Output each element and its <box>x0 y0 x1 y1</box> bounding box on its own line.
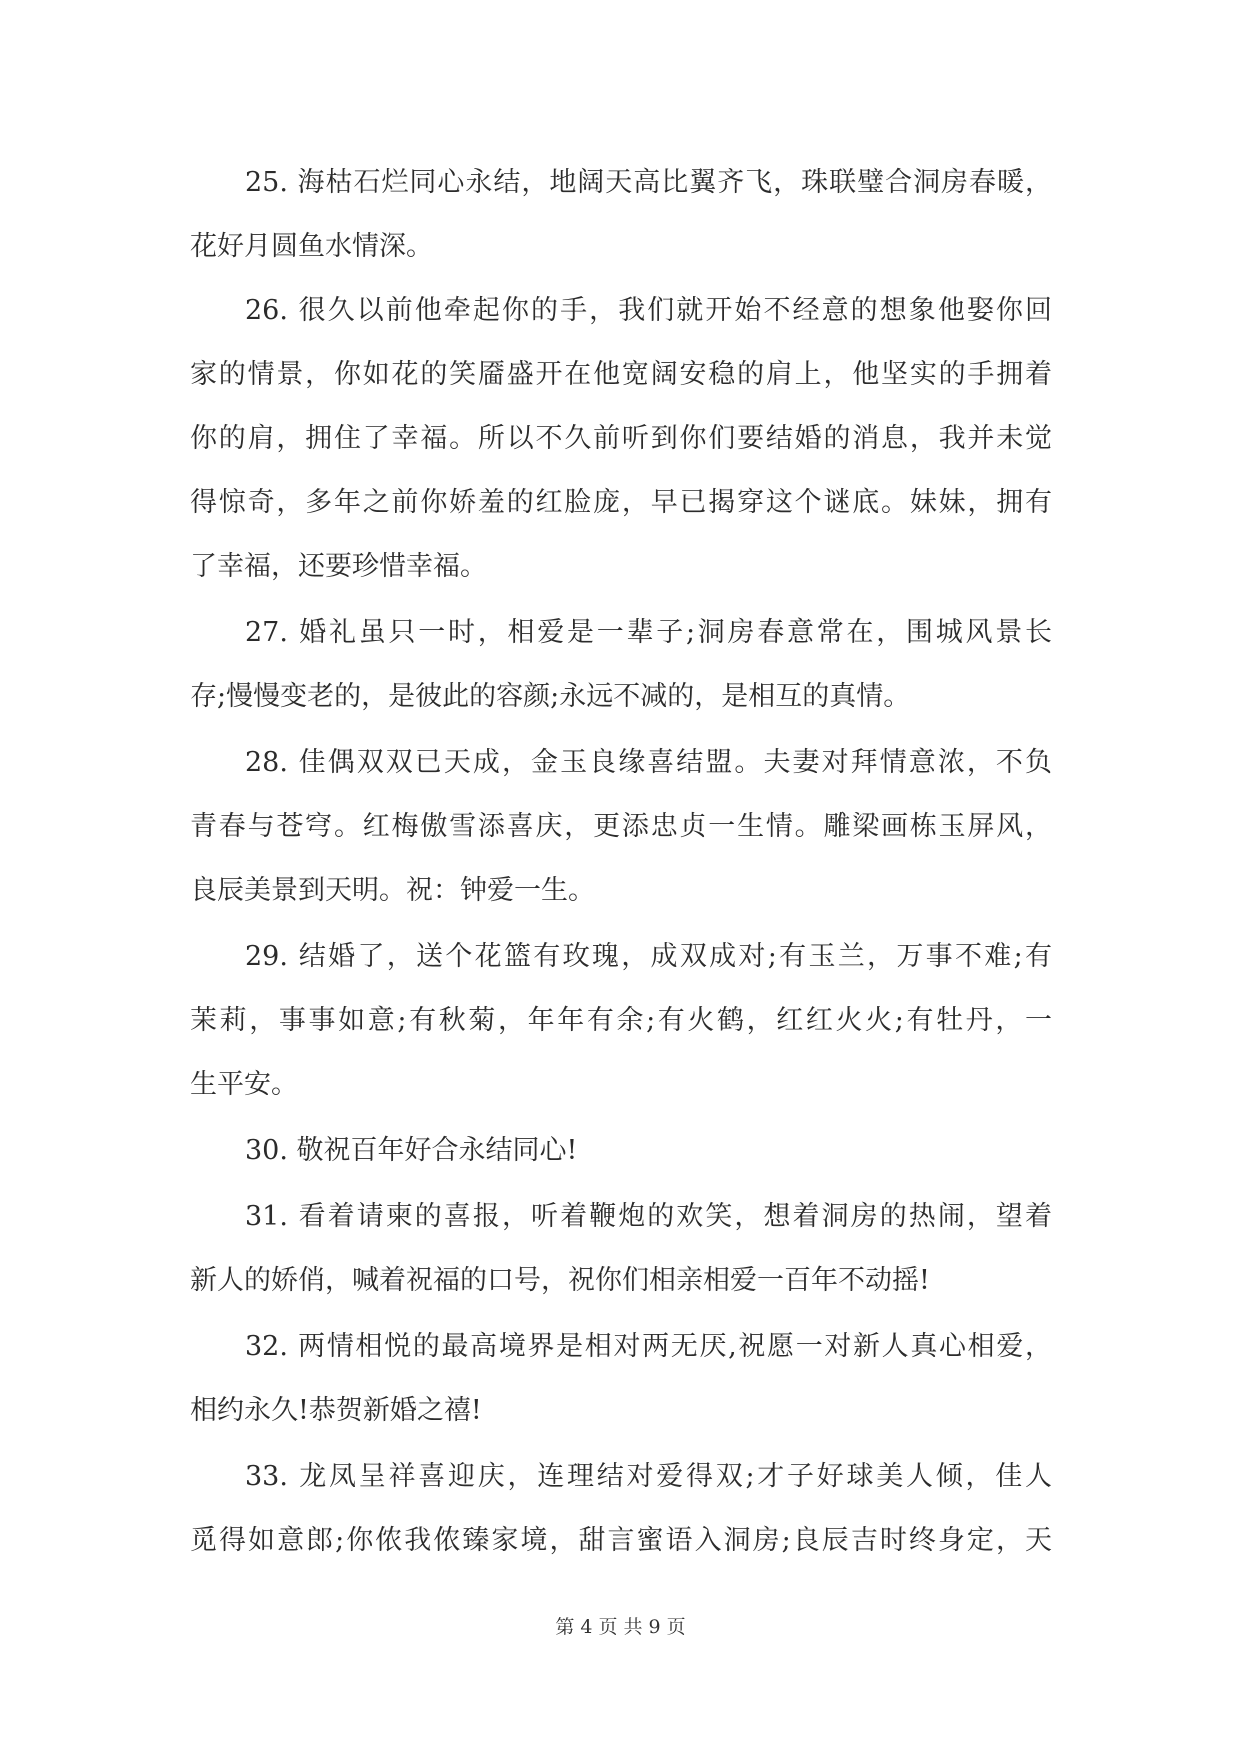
paragraph-32-line-2: 相约永久!恭贺新婚之禧! <box>190 1395 482 1426</box>
paragraph-28-line-3: 良辰美景到天明。祝：钟爱一生。 <box>190 875 595 906</box>
paragraph-28-line-2: 青春与苍穹。红梅傲雪添喜庆，更添忠贞一生情。雕梁画栋玉屏风， <box>190 811 1052 842</box>
paragraph-26-line-3: 你的肩，拥住了幸福。所以不久前听到你们要结婚的消息，我并未觉 <box>190 423 1052 454</box>
paragraph-31-line-1: 31. 看着请柬的喜报，听着鞭炮的欢笑，想着洞房的热闹，望着 <box>245 1201 1052 1232</box>
paragraph-28-line-1: 28. 佳偶双双已天成，金玉良缘喜结盟。夫妻对拜情意浓，不负 <box>245 747 1052 778</box>
paragraph-31-line-2: 新人的娇俏，喊着祝福的口号，祝你们相亲相爱一百年不动摇! <box>190 1265 930 1296</box>
paragraph-32-line-1: 32. 两情相悦的最高境界是相对两无厌,祝愿一对新人真心相爱， <box>245 1331 1052 1362</box>
paragraph-26-line-2: 家的情景，你如花的笑靥盛开在他宽阔安稳的肩上，他坚实的手拥着 <box>190 359 1052 390</box>
paragraph-29-line-3: 生平安。 <box>190 1069 298 1100</box>
paragraph-30-line-1: 30. 敬祝百年好合永结同心! <box>245 1135 578 1166</box>
paragraph-26-line-4: 得惊奇，多年之前你娇羞的红脸庞，早已揭穿这个谜底。妹妹，拥有 <box>190 487 1052 518</box>
paragraph-26-line-1: 26. 很久以前他牵起你的手，我们就开始不经意的想象他娶你回 <box>245 295 1052 326</box>
paragraph-33-line-1: 33. 龙凤呈祥喜迎庆，连理结对爱得双;才子好球美人倾，佳人 <box>245 1461 1052 1492</box>
paragraph-27-line-1: 27. 婚礼虽只一时，相爱是一辈子;洞房春意常在，围城风景长 <box>245 617 1052 648</box>
page-number-footer: 第 4 页 共 9 页 <box>555 1616 686 1638</box>
paragraph-25-line-2: 花好月圆鱼水情深。 <box>190 231 433 262</box>
paragraph-29-line-2: 茉莉，事事如意;有秋菊，年年有余;有火鹤，红红火火;有牡丹，一 <box>190 1005 1052 1036</box>
paragraph-29-line-1: 29. 结婚了，送个花篮有玫瑰，成双成对;有玉兰，万事不难;有 <box>245 941 1052 972</box>
paragraph-25-line-1: 25. 海枯石烂同心永结，地阔天高比翼齐飞，珠联璧合洞房春暖， <box>245 167 1052 198</box>
paragraph-27-line-2: 存;慢慢变老的，是彼此的容颜;永远不减的，是相互的真情。 <box>190 681 911 712</box>
paragraph-33-line-2: 觅得如意郎;你侬我侬臻家境，甜言蜜语入洞房;良辰吉时终身定，天 <box>190 1525 1052 1556</box>
paragraph-26-line-5: 了幸福，还要珍惜幸福。 <box>190 551 487 582</box>
